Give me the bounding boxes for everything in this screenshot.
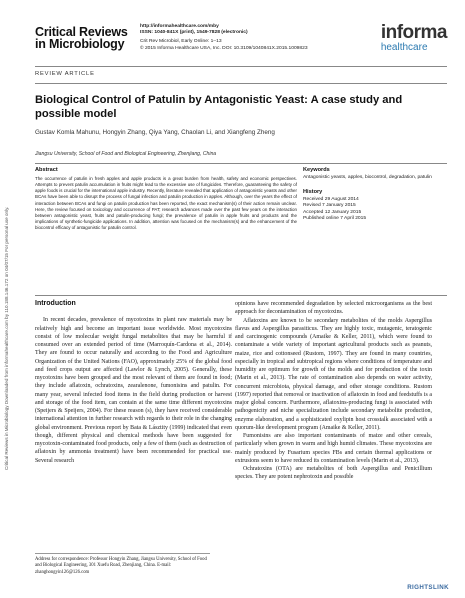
right-paragraph-1: opinions have recommended degradation by selected microorganisms as the best approach for decontamination of mycotoxins. <box>235 301 432 316</box>
history-accepted: Accepted 12 January 2015 <box>303 209 362 215</box>
article-title: Biological Control of Patulin by Antagonistic Yeast: A case study and possible model <box>35 94 403 120</box>
journal-title-line2: in Microbiology <box>35 37 125 51</box>
journal-copyright: © 2015 Informa Healthcare USA, Inc. DOI: 10.3109/1040841X.2015.1009823 <box>140 45 308 51</box>
rightslink-logo[interactable]: RIGHTSLINK <box>407 584 449 591</box>
download-note-text: Critical Reviews in Microbiology Downloaded from informahealthcare.com by 110.188.146.172 on 04/07/15 For personal use only. <box>4 206 9 470</box>
journal-issn: ISSN: 1040-841X (print), 1549-7828 (electronic) <box>140 30 248 36</box>
history-heading: History <box>303 189 323 196</box>
logo-main: informa <box>380 22 447 43</box>
abstract-section <box>35 167 297 291</box>
body-left-column <box>35 300 232 465</box>
informa-logo <box>381 23 447 53</box>
journal-title-line1: Critical Reviews <box>35 25 128 39</box>
introduction-heading: Introduction <box>35 300 76 307</box>
journal-title <box>35 26 128 50</box>
abstract-rule <box>35 163 447 164</box>
history-received: Received 29 August 2014 <box>303 197 359 203</box>
logo-sub: healthcare <box>380 42 428 53</box>
history-published: Published online 7 April 2015 <box>303 215 367 221</box>
history-revised: Revised 7 January 2015 <box>303 203 356 209</box>
journal-meta <box>140 24 345 52</box>
left-paragraph-1: In recent decades, prevalence of mycotoxins in plant raw materials may be relatively high and become an important issue worldwide. Most mycotoxins consist of low molecular weight fungal metabolites that may be harmful if consumed over an extended period of time (Marroquín-Cardona et al., 2014). They are found to occur naturally and according to the Food and Agriculture Organization of the United Nations (FAO), approximately 25% of the global food and feed crops output are affected (Lawlor & Lynch, 2005). Generally, these mycotoxins have been grouped and the most relevant of them are found in food; they include aflatoxin, ochratoxins, zearalenone, fumonisins and patulin. For many year, several infected food items in the field during production or harvest and storage of the food item, can contain at the same time different mycotoxins (Speijers & Speijers, 2004). For these reason (s), they have received considerable international attention in further research with regards to their role in the changing global environment. Previous report by Bata & Lásztity (1999) indicated that even though, different physical and chemical methods have been suggested for mycotoxin-contaminated food products, only a few of them (such as destruction of aflatoxin by ammonia treatment) have been recommended for practical use. Several research <box>35 317 232 464</box>
keywords-section <box>303 167 433 222</box>
body-rule <box>35 295 447 296</box>
right-paragraph-2: Aflatoxins are known to be secondary metabolites of the molds Aspergillus flavus and Aspergillus parasiticus. They are highly toxic, mutagenic, teratogenic and carcinogenic compounds (Amaike & Keller, 2011), which were found to contaminate a wide variety of important agricultural products such as peanuts, maize, rice and cottonseed (Rustom, 1997). They are found in many countries, especially in tropical and subtropical regions where conditions of temperature and humidity are optimum for growth of the molds and for production of the toxin (Marin et al., 2013). The rate of contamination also depends on water activity, concurrent microbiota, physical damage, and other storage conditions. Rustom (1997) reported that removal or inactivation of aflatoxin in food and feedstuffs is a major global concern. Furthermore, aflatoxins-producing fungi is associated with pathogenicity and niche specialization include secondary metabolite production, enzyme elaboration, and a sophisticated oxylipin host crosstalk associated with a quorum-like development program (Amaike & Keller, 2011). <box>235 317 432 431</box>
keywords-heading: Keywords <box>303 167 330 173</box>
abstract-heading: Abstract <box>35 167 58 173</box>
correspondence-address: Address for correspondence: Professor Hongyin Zhang, Jiangsu University, School of Food and Biological Engineering, 301 Xuefu Road, Zhenjiang, China. E-mail: zhanghongyin126@126.com <box>35 553 210 576</box>
body-right-column <box>235 300 432 482</box>
journal-url[interactable]: http://informahealthcare.com/mby <box>140 24 219 29</box>
article-authors: Gustav Komla Mahunu, Hongyin Zhang, Qiya Yang, Chaolan Li, and Xiangfeng Zheng <box>35 129 275 136</box>
journal-citation: Crit Rev Microbiol, Early Online: 1–13 <box>140 39 222 45</box>
download-note <box>4 130 14 470</box>
right-paragraph-4: Ochratoxins (OTA) are metabolites of both Aspergillus and Penicillium species. They are potent nephrotoxin and possible <box>235 466 432 481</box>
article-type: REVIEW ARTICLE <box>35 71 95 77</box>
type-rule <box>35 83 447 84</box>
header-rule <box>35 66 447 67</box>
right-paragraph-3: Fumonisins are also important contaminants of maize and other cereals, particularly when grown in warm and high humid climates. These mycotoxins are mainly produced by Fusarium species FBs and certain thermal applications or extrusions seem to have reduced its contamination levels (Marin et al., 2013). <box>235 433 432 464</box>
article-affiliation: Jiangsu University, School of Food and Biological Engineering, Zhenjiang, China <box>35 151 217 157</box>
keywords-text: Antagonistic yeasts, apples, biocontrol, degradation, patulin <box>303 175 432 180</box>
abstract-text: The occurrence of patulin in fresh apples and apple products is a great burden from health, safety and economic perspectives. Attempts to prevent patulin accumulation in fruits might lead to the excessive use of fungicides. Therefore, guaranteeing the safety of apple foods is crucial for the international apple industry. Recently, literature revealed that application of antagonistic yeasts and other BCAs have been able to disrupt the process of fungal infection and patulin production in apples. Although, over the years the effect of interaction between BCAs and fungi on patulin production has been reported, the exact mechanism(s) of their action remain unclear. Here, the review focused on toxicology and occurrence of PAT; research advances made over the past few years on the interaction between antagonistic yeast, fruits and patulin-producing fungi; the prevalence of patulin in apple fruits and products and the implications of synthetic-fungicide applications. In addition, attention was focused on the mechanism(s) and the enhancement of the biocontrol efficacy of antagonistic for patulin control. <box>35 176 297 231</box>
